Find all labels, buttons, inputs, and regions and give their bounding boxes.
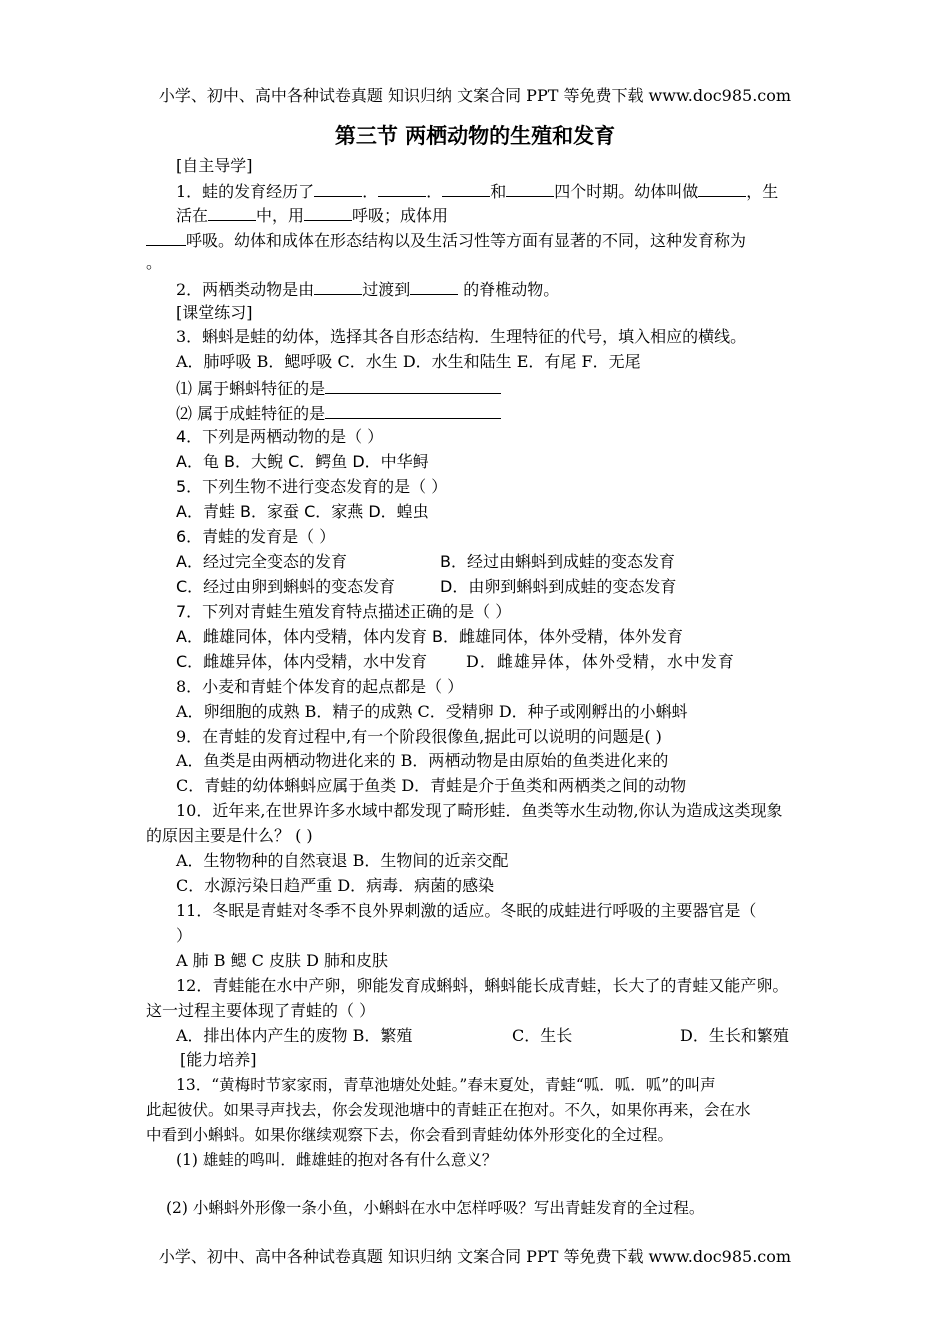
answer-blank[interactable] bbox=[378, 180, 426, 197]
q12-option-d: D．生长和繁殖 bbox=[680, 1026, 789, 1045]
q8-options: A．卵细胞的成熟 B．精子的成熟 C．受精卵 D．种子或刚孵出的小蝌蚪 bbox=[176, 702, 688, 721]
answer-blank[interactable] bbox=[304, 204, 352, 221]
page-header: 小学、初中、高中各种试卷真题 知识归纳 文案合同 PPT 等免费下载 www.doc985.com bbox=[158, 86, 792, 105]
q4-stem: 4．下列是两栖动物的是（ ） bbox=[176, 427, 384, 446]
q13-line2: 此起彼伏。如果寻声找去，你会发现池塘中的青蛙正在抱对。不久，如果你再来，会在水 bbox=[146, 1101, 751, 1119]
q2: 2．两栖类动物是由 过渡到 的脊椎动物。 bbox=[176, 280, 560, 299]
q7-options-ab: A．雌雄同体，体内受精，体内发育 B．雌雄同体，体外受精，体外发育 bbox=[176, 627, 684, 646]
answer-blank[interactable] bbox=[506, 180, 554, 197]
q10-stem: 10．近年来,在世界许多水域中都发现了畸形蛙．鱼类等水生动物,你认为造成这类现象 bbox=[176, 801, 783, 820]
answer-blank[interactable] bbox=[698, 180, 746, 197]
q12-stem-cont: 这一过程主要体现了青蛙的（ ） bbox=[146, 1001, 376, 1020]
page-title: 第三节 两栖动物的生殖和发育 bbox=[334, 123, 616, 148]
answer-blank[interactable] bbox=[146, 229, 186, 246]
q12-stem: 12．青蛙能在水中产卵，卵能发育成蝌蚪，蝌蚪能长成青蛙，长大了的青蛙又能产卵。 bbox=[176, 976, 789, 995]
page-footer: 小学、初中、高中各种试卷真题 知识归纳 文案合同 PPT 等免费下载 www.doc985.com bbox=[158, 1247, 792, 1266]
q1-line1: 1．蛙的发育经历了 ． ． 和 四个时期。幼体叫做 ，生 bbox=[176, 182, 779, 201]
q12-option-c: C．生长 bbox=[512, 1026, 573, 1045]
q10-stem-cont: 的原因主要是什么？ ( ) bbox=[146, 826, 313, 845]
q6-option-c: C．经过由卵到蝌蚪的变态发育 bbox=[176, 577, 396, 596]
q11-stem: 11．冬眠是青蛙对冬季不良外界刺激的适应。冬眠的成蛙进行呼吸的主要器官是（ bbox=[176, 901, 757, 920]
q3-options: A．肺呼吸 B．鳃呼吸 C．水生 D．水生和陆生 E．有尾 F．无尾 bbox=[176, 352, 641, 371]
q1-line2: 活在 中，用 呼吸；成体用 bbox=[176, 206, 449, 225]
q5-options: A．青蛙 B．家蚕 C．家燕 D．蝗虫 bbox=[176, 502, 429, 521]
answer-blank[interactable] bbox=[208, 204, 256, 221]
q13-sub2: (2) 小蝌蚪外形像一条小鱼，小蝌蚪在水中怎样呼吸？写出青蛙发育的全过程。 bbox=[166, 1199, 705, 1217]
q6-option-a: A．经过完全变态的发育 bbox=[176, 552, 347, 571]
answer-blank[interactable] bbox=[325, 377, 501, 394]
q3-sub1: ⑴ 属于蝌蚪特征的是 bbox=[176, 377, 501, 399]
q1-line4: 。 bbox=[146, 253, 163, 272]
section-class-practice: [课堂练习] bbox=[176, 303, 253, 322]
q10-options-ab: A．生物物种的自然衰退 B．生物间的近亲交配 bbox=[176, 851, 509, 870]
q12-options-ab: A．排出体内产生的废物 B．繁殖 bbox=[176, 1026, 413, 1045]
section-self-study: [自主导学] bbox=[176, 156, 253, 175]
q8-stem: 8．小麦和青蛙个体发育的起点都是（ ） bbox=[176, 677, 464, 696]
q13-line1: 13．“黄梅时节家家雨，青草池塘处处蛙。”春末夏处，青蛙“呱．呱．呱”的叫声 bbox=[176, 1076, 716, 1094]
q7-stem: 7．下列对青蛙生殖发育特点描述正确的是（ ） bbox=[176, 602, 512, 621]
q1-line3: 呼吸。幼体和成体在形态结构以及生活习性等方面有显著的不同，这种发育称为 bbox=[146, 229, 746, 251]
q5-stem: 5．下列生物不进行变态发育的是（ ） bbox=[176, 477, 448, 496]
q11-options: A 肺 B 鳃 C 皮肤 D 肺和皮肤 bbox=[176, 951, 388, 970]
q11-stem-cont: ） bbox=[176, 926, 193, 945]
q7-option-c: C．雌雄异体，体内受精，水中发育 bbox=[176, 652, 428, 671]
q3-stem: 3．蝌蚪是蛙的幼体，选择其各自形态结构．生理特征的代号，填入相应的横线。 bbox=[176, 327, 747, 346]
q10-options-cd: C．水源污染日趋严重 D．病毒．病菌的感染 bbox=[176, 876, 495, 895]
q6-option-d: D．由卵到蝌蚪到成蛙的变态发育 bbox=[440, 577, 677, 596]
q13-sub1: (1) 雄蛙的鸣叫．雌雄蛙的抱对各有什么意义？ bbox=[176, 1151, 498, 1169]
q6-stem: 6．青蛙的发育是（ ） bbox=[176, 527, 336, 546]
q9-options-ab: A．鱼类是由两栖动物进化来的 B．两栖动物是由原始的鱼类进化来的 bbox=[176, 751, 669, 770]
q3-sub2: ⑵ 属于成蛙特征的是 bbox=[176, 402, 501, 424]
q4-options: A．龟 B．大鲵 C．鳄鱼 D．中华鲟 bbox=[176, 452, 429, 471]
q9-options-cd: C．青蛙的幼体蝌蚪应属于鱼类 D．青蛙是介于鱼类和两栖类之间的动物 bbox=[176, 776, 687, 795]
q7-option-d: D．雌雄异体，体外受精，水中发育 bbox=[466, 652, 735, 671]
section-ability: [能力培养] bbox=[180, 1050, 257, 1069]
answer-blank[interactable] bbox=[314, 180, 362, 197]
answer-blank[interactable] bbox=[325, 402, 501, 419]
answer-blank[interactable] bbox=[314, 278, 362, 295]
q6-option-b: B．经过由蝌蚪到成蛙的变态发育 bbox=[440, 552, 675, 571]
answer-blank[interactable] bbox=[410, 278, 458, 295]
q9-stem: 9．在青蛙的发育过程中,有一个阶段很像鱼,据此可以说明的问题是( ) bbox=[176, 727, 662, 746]
answer-blank[interactable] bbox=[442, 180, 490, 197]
q13-line3: 中看到小蝌蚪。如果你继续观察下去，你会看到青蛙幼体外形变化的全过程。 bbox=[146, 1126, 674, 1144]
